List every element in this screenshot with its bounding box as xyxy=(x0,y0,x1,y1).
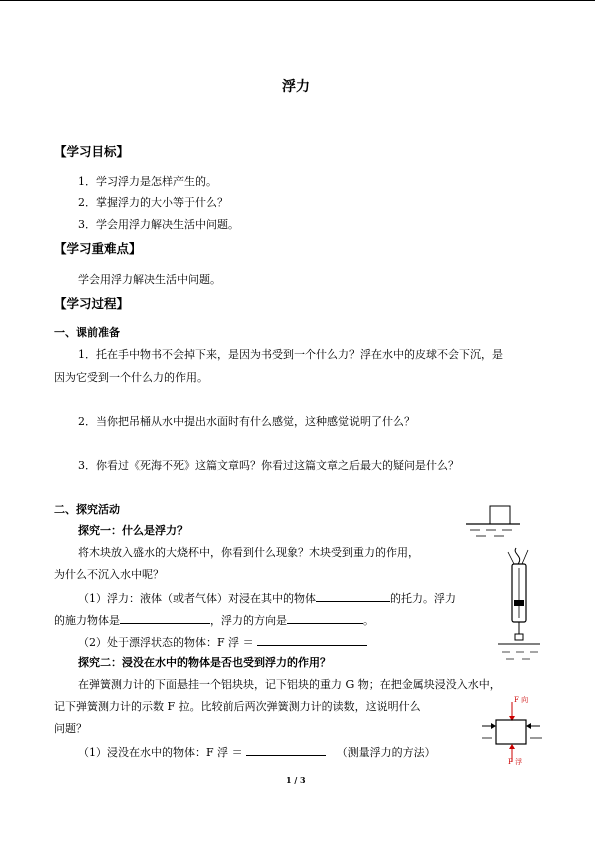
page-top-rule xyxy=(0,0,595,1)
force-label-bottom: F 浮 xyxy=(508,758,523,766)
definition-text-e: 。 xyxy=(363,614,374,627)
blank-immersed-formula[interactable] xyxy=(246,744,326,756)
definition-text-d: ，浮力的方向是 xyxy=(210,614,287,627)
key-points-heading: 【学习重难点】 xyxy=(54,241,142,256)
inquiry1-line1: 将木块放入盛水的大烧杯中，你看到什么现象？木块受到重力的作用， xyxy=(78,546,419,559)
objective-item-1: 1．学习浮力是怎样产生的。 xyxy=(78,175,217,188)
objectives-heading: 【学习目标】 xyxy=(54,144,130,159)
objective-item-3: 3．学会用浮力解决生活中问题。 xyxy=(78,218,239,231)
inquiry1-line2: 为什么不沉入水中呢？ xyxy=(54,568,164,581)
buoyancy-definition-line1 xyxy=(78,590,456,606)
force-label-top: F 向 xyxy=(514,696,529,704)
objective-item-2: 2．掌握浮力的大小等于什么？ xyxy=(78,196,228,209)
buoyancy-definition-line2 xyxy=(54,612,374,628)
question-1-line1: 1．托在手中物书不会掉下来，是因为书受到一个什么力？浮在水中的皮球不会下沉，是 xyxy=(78,348,503,361)
definition-text-b: 的托力。浮力 xyxy=(390,592,456,605)
part2-heading: 二、探究活动 xyxy=(54,503,120,516)
inquiry2-line1: 在弹簧测力计的下面悬挂一个铝块块，记下铝块的重力 G 物；在把金属块浸没入水中， xyxy=(78,678,501,691)
submerged-cube-forces-figure xyxy=(478,696,544,766)
page-title: 浮力 xyxy=(282,79,310,95)
key-points-text: 学会用浮力解决生活中问题。 xyxy=(78,273,221,286)
question-2: 2．当你把吊桶从水中提出水面时有什么感觉，这种感觉说明了什么？ xyxy=(78,415,415,428)
blank-object[interactable] xyxy=(316,590,390,602)
floating-block-figure xyxy=(462,504,522,540)
inquiry2-line2: 记下弹簧测力计的示数 F 拉。比较前后两次弹簧测力计的读数，这说明什么 xyxy=(54,700,421,713)
page-number: 1 / 3 xyxy=(286,775,306,785)
definition-text-c: 的施力物体是 xyxy=(54,614,120,627)
inquiry2-title: 探究二：浸没在水中的物体是否也受到浮力的作用？ xyxy=(78,656,331,669)
question-1-line2: 因为它受到一个什么力的作用。 xyxy=(54,371,208,384)
floating-formula xyxy=(78,634,367,650)
floating-formula-label: （2）处于漂浮状态的物体：F 浮 ＝ xyxy=(78,636,254,649)
immersed-formula xyxy=(78,744,436,760)
immersed-formula-note: （测量浮力的方法） xyxy=(336,746,436,759)
blank-force-source[interactable] xyxy=(120,612,210,624)
immersed-formula-label: （1）浸没在水中的物体：F 浮 ＝ xyxy=(78,746,243,759)
part1-heading: 一、课前准备 xyxy=(54,326,120,339)
inquiry1-title: 探究一：什么是浮力？ xyxy=(78,524,188,537)
definition-text-a: （1）浮力：液体（或者气体）对浸在其中的物体 xyxy=(78,592,316,605)
blank-floating-formula[interactable] xyxy=(257,634,367,646)
question-3: 3．你看过《死海不死》这篇文章吗？你看过这篇文章之后最大的疑问是什么？ xyxy=(78,459,459,472)
blank-force-direction[interactable] xyxy=(287,612,363,624)
inquiry2-line3: 问题？ xyxy=(54,722,87,735)
process-heading: 【学习过程】 xyxy=(54,296,130,311)
spring-scale-figure xyxy=(494,544,546,666)
